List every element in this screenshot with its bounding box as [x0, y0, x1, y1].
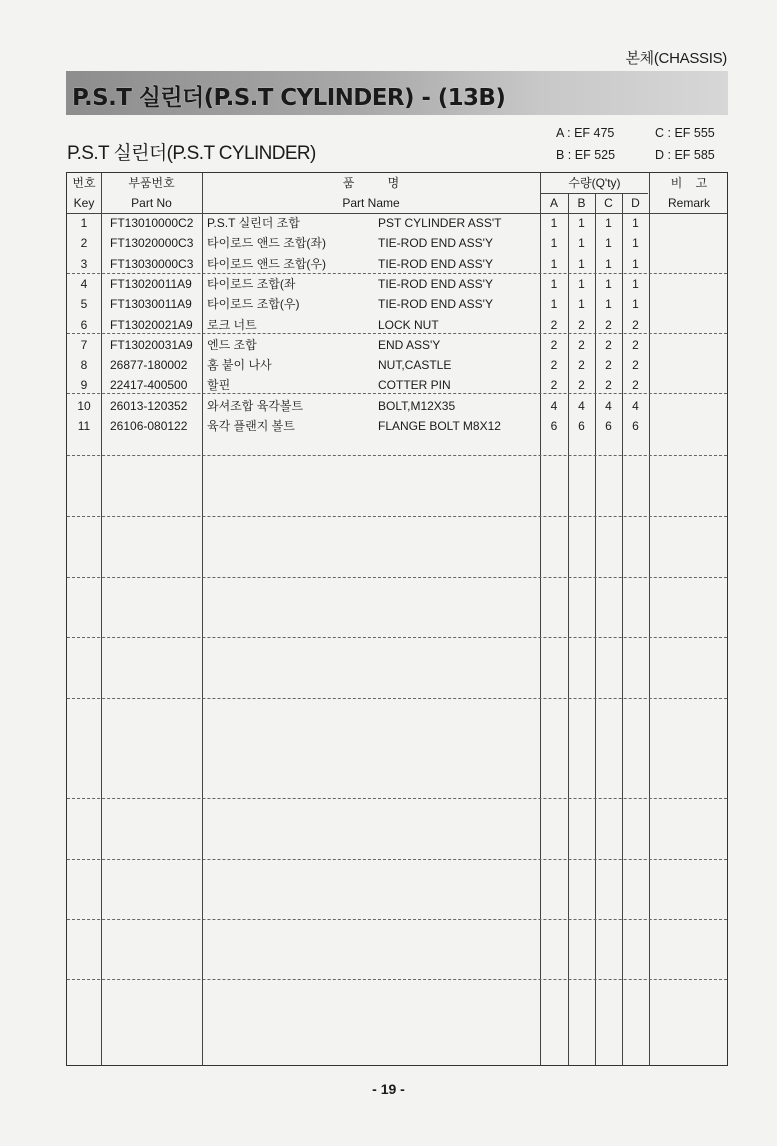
row-separator — [67, 577, 727, 578]
header-col-b: B — [577, 196, 586, 210]
cell-name-en: PST CYLINDER ASS'T — [378, 216, 502, 230]
title-banner — [66, 71, 728, 115]
cell-part-no: FT13010000C2 — [110, 216, 194, 230]
cell-name-en: FLANGE BOLT M8X12 — [378, 419, 501, 433]
cell-qty-c: 2 — [605, 337, 612, 352]
header-col-d: D — [631, 196, 640, 210]
cell-key: 8 — [80, 358, 88, 373]
parts-table — [66, 172, 728, 1066]
cell-qty-d: 2 — [632, 337, 639, 352]
cell-qty-a: 2 — [550, 337, 558, 352]
cell-key: 11 — [77, 419, 91, 433]
cell-part-no: 22417-400500 — [110, 378, 188, 393]
cell-qty-c: 4 — [605, 398, 612, 413]
cell-qty-b: 2 — [578, 337, 585, 352]
cell-qty-c: 2 — [605, 317, 612, 332]
cell-qty-b: 6 — [578, 419, 585, 433]
cell-name-ko: 타이로드 조합(좌 — [207, 276, 296, 291]
cell-qty-a: 1 — [550, 297, 558, 312]
cell-qty-d: 2 — [632, 378, 639, 393]
row-separator — [67, 455, 727, 456]
header-col-a: A — [549, 196, 558, 210]
cell-key: 4 — [80, 276, 88, 291]
model-d: D : EF 585 — [655, 148, 715, 162]
cell-name-ko: 타이로드 앤드 조합(우) — [207, 256, 326, 271]
cell-qty-d: 1 — [632, 297, 639, 312]
row-separator — [67, 979, 727, 980]
header-name-en: Part Name — [342, 196, 400, 210]
cell-part-no: 26106-080122 — [110, 419, 188, 433]
cell-part-no: FT13020031A9 — [110, 337, 193, 352]
cell-key: 2 — [80, 236, 88, 251]
row-separator — [67, 637, 727, 638]
cell-qty-d: 1 — [632, 256, 639, 271]
cell-qty-a: 1 — [550, 236, 558, 251]
cell-key: 5 — [80, 297, 88, 312]
cell-qty-c: 2 — [605, 378, 612, 393]
model-list-right — [655, 122, 715, 166]
header-name-ko: 품 명 — [342, 176, 400, 190]
model-a: A : EF 475 — [556, 126, 615, 140]
cell-qty-a: 2 — [550, 378, 558, 393]
cell-qty-c: 1 — [605, 216, 612, 230]
cell-qty-b: 2 — [578, 378, 585, 393]
cell-name-en: END ASS'Y — [378, 337, 441, 352]
model-list-left — [556, 122, 615, 166]
cell-part-no: FT13030011A9 — [110, 297, 192, 312]
row-separator — [67, 798, 727, 799]
cell-qty-a: 4 — [550, 398, 558, 413]
cell-name-en: TIE-ROD END ASS'Y — [378, 297, 493, 312]
cell-qty-b: 1 — [578, 256, 585, 271]
cell-part-no: 26013-120352 — [110, 398, 188, 413]
cell-qty-d: 2 — [632, 358, 639, 373]
cell-part-no: 26877-180002 — [110, 358, 188, 373]
header-partno-en: Part No — [131, 196, 172, 210]
cell-key: 3 — [80, 256, 88, 271]
cell-name-ko: 홈 붙이 나사 — [207, 358, 272, 373]
header-partno-ko: 부품번호 — [128, 176, 175, 190]
col-divider — [101, 173, 102, 1065]
cell-qty-a: 1 — [550, 276, 558, 291]
cell-qty-b: 1 — [578, 276, 585, 291]
cell-name-en: LOCK NUT — [378, 317, 439, 332]
cell-part-no: FT13020021A9 — [110, 317, 193, 332]
row-separator — [67, 698, 727, 699]
cell-qty-b: 2 — [578, 358, 585, 373]
cell-qty-b: 1 — [578, 297, 585, 312]
cell-qty-c: 6 — [605, 419, 612, 433]
cell-qty-a: 2 — [550, 358, 558, 373]
cell-name-ko: 로크 너트 — [207, 317, 257, 332]
row-separator — [67, 859, 727, 860]
cell-qty-d: 6 — [632, 419, 639, 433]
cell-key: 9 — [80, 378, 88, 393]
model-b: B : EF 525 — [556, 148, 616, 162]
header-qty: 수량(Q'ty) — [568, 176, 621, 190]
model-c: C : EF 555 — [655, 126, 715, 140]
cell-name-ko: P.S.T 실린더 조합 — [207, 216, 300, 230]
cell-part-no: FT13020011A9 — [110, 276, 192, 291]
header-key-ko: 번호 — [72, 176, 96, 190]
cell-qty-a: 1 — [550, 216, 558, 230]
cell-qty-d: 1 — [632, 276, 639, 291]
cell-part-no: FT13030000C3 — [110, 256, 194, 271]
cell-name-en: TIE-ROD END ASS'Y — [378, 256, 493, 271]
cell-name-en: TIE-ROD END ASS'Y — [378, 276, 493, 291]
cell-name-en: COTTER PIN — [378, 378, 451, 393]
header-col-c: C — [604, 196, 613, 210]
section-title: 본체(CHASSIS) — [625, 50, 727, 67]
cell-qty-b: 4 — [578, 398, 585, 413]
cell-qty-a: 6 — [550, 419, 558, 433]
cell-qty-a: 2 — [550, 317, 558, 332]
cell-key: 6 — [80, 317, 88, 332]
header-key-en: Key — [73, 196, 95, 210]
cell-name-ko: 육각 플랜지 볼트 — [207, 419, 295, 433]
sub-title: P.S.T 실린더(P.S.T CYLINDER) — [67, 143, 316, 164]
cell-qty-b: 1 — [578, 216, 585, 230]
cell-qty-d: 4 — [632, 398, 639, 413]
page-number: - 19 - — [372, 1081, 405, 1097]
row-separator — [67, 516, 727, 517]
cell-qty-c: 2 — [605, 358, 612, 373]
cell-qty-a: 1 — [550, 256, 558, 271]
cell-qty-c: 1 — [605, 256, 612, 271]
cell-qty-d: 1 — [632, 236, 639, 251]
cell-qty-b: 2 — [578, 317, 585, 332]
col-divider — [202, 173, 203, 1065]
col-divider — [649, 173, 650, 1065]
cell-qty-c: 1 — [605, 236, 612, 251]
cell-name-en: NUT,CASTLE — [378, 358, 452, 373]
banner-title: P.S.T 실린더(P.S.T CYLINDER) - (13B) — [72, 85, 506, 111]
cell-name-en: TIE-ROD END ASS'Y — [378, 236, 493, 251]
cell-key: 10 — [77, 398, 91, 413]
cell-name-ko: 할핀 — [207, 378, 231, 393]
cell-qty-c: 1 — [605, 297, 612, 312]
cell-part-no: FT13020000C3 — [110, 236, 194, 251]
cell-name-ko: 타이로드 조합(우) — [207, 297, 300, 312]
cell-name-en: BOLT,M12X35 — [378, 398, 456, 413]
header-remark-ko: 비 고 — [670, 176, 708, 190]
cell-qty-d: 1 — [632, 216, 639, 230]
cell-qty-d: 2 — [632, 317, 639, 332]
cell-name-ko: 와셔조합 육각볼트 — [207, 398, 304, 413]
row-separator — [67, 919, 727, 920]
header-remark-en: Remark — [667, 196, 710, 210]
cell-name-ko: 타이로드 앤드 조합(좌) — [207, 236, 326, 251]
cell-key: 7 — [80, 337, 88, 352]
cell-key: 1 — [80, 216, 88, 230]
cell-qty-c: 1 — [605, 276, 612, 291]
cell-name-ko: 엔드 조합 — [207, 337, 257, 352]
cell-qty-b: 1 — [578, 236, 585, 251]
